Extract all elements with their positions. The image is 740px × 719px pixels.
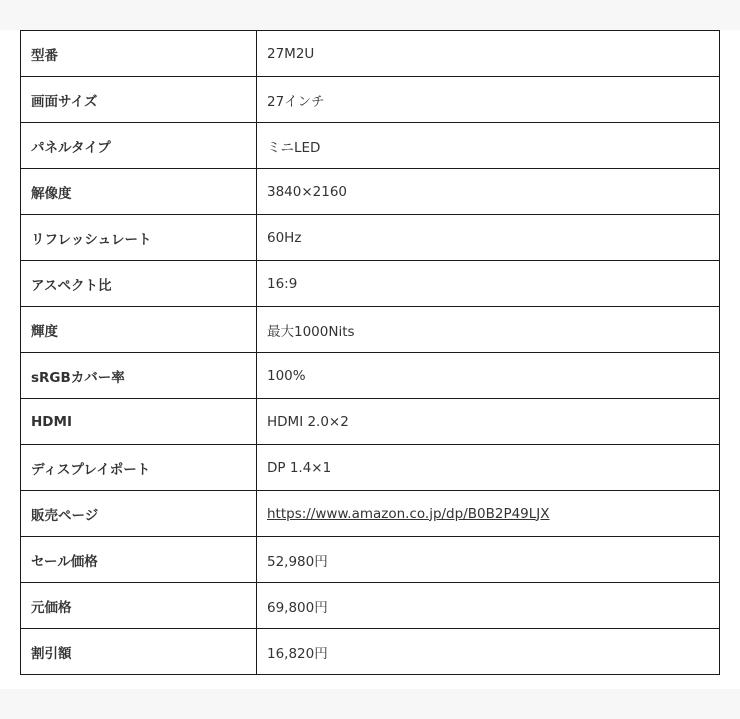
amazon-product-link[interactable]: https://www.amazon.co.jp/dp/B0B2P49LJX: [267, 505, 550, 522]
table-row: [21, 123, 720, 169]
table-row: [21, 583, 720, 629]
table-row: [21, 215, 720, 261]
table-row: [21, 77, 720, 123]
table-row: [21, 399, 720, 445]
content-panel: [0, 30, 740, 689]
row-value: HDMI 2.0×2: [257, 399, 720, 445]
row-key: HDMI: [21, 399, 257, 445]
row-value: 60Hz: [257, 215, 720, 261]
row-key: 輝度: [21, 307, 257, 353]
table-row: [21, 169, 720, 215]
top-strip: [0, 0, 740, 30]
row-key: 元価格: [21, 583, 257, 629]
row-value: 100%: [257, 353, 720, 399]
row-key: パネルタイプ: [21, 123, 257, 169]
row-key: アスペクト比: [21, 261, 257, 307]
table-row: [21, 445, 720, 491]
table-row: [21, 307, 720, 353]
row-key: 画面サイズ: [21, 77, 257, 123]
row-value-link-cell: [257, 491, 720, 537]
row-key: リフレッシュレート: [21, 215, 257, 261]
row-key: sRGBカバー率: [21, 353, 257, 399]
row-value: 最大1000Nits: [257, 307, 720, 353]
table-row: [21, 537, 720, 583]
table-row: [21, 31, 720, 77]
row-value: ミニLED: [257, 123, 720, 169]
row-value: DP 1.4×1: [257, 445, 720, 491]
row-key: ディスプレイポート: [21, 445, 257, 491]
row-key: 型番: [21, 31, 257, 77]
table-row: [21, 491, 720, 537]
table-row: [21, 353, 720, 399]
row-key: 解像度: [21, 169, 257, 215]
row-value: 16:9: [257, 261, 720, 307]
table-row: [21, 629, 720, 675]
row-key: 販売ページ: [21, 491, 257, 537]
row-value: 3840×2160: [257, 169, 720, 215]
row-value: 27インチ: [257, 77, 720, 123]
table-row: [21, 261, 720, 307]
row-value: 16,820円: [257, 629, 720, 675]
row-key: 割引額: [21, 629, 257, 675]
row-value: 69,800円: [257, 583, 720, 629]
row-key: セール価格: [21, 537, 257, 583]
spec-table: [20, 30, 720, 675]
row-value: 27M2U: [257, 31, 720, 77]
row-value: 52,980円: [257, 537, 720, 583]
